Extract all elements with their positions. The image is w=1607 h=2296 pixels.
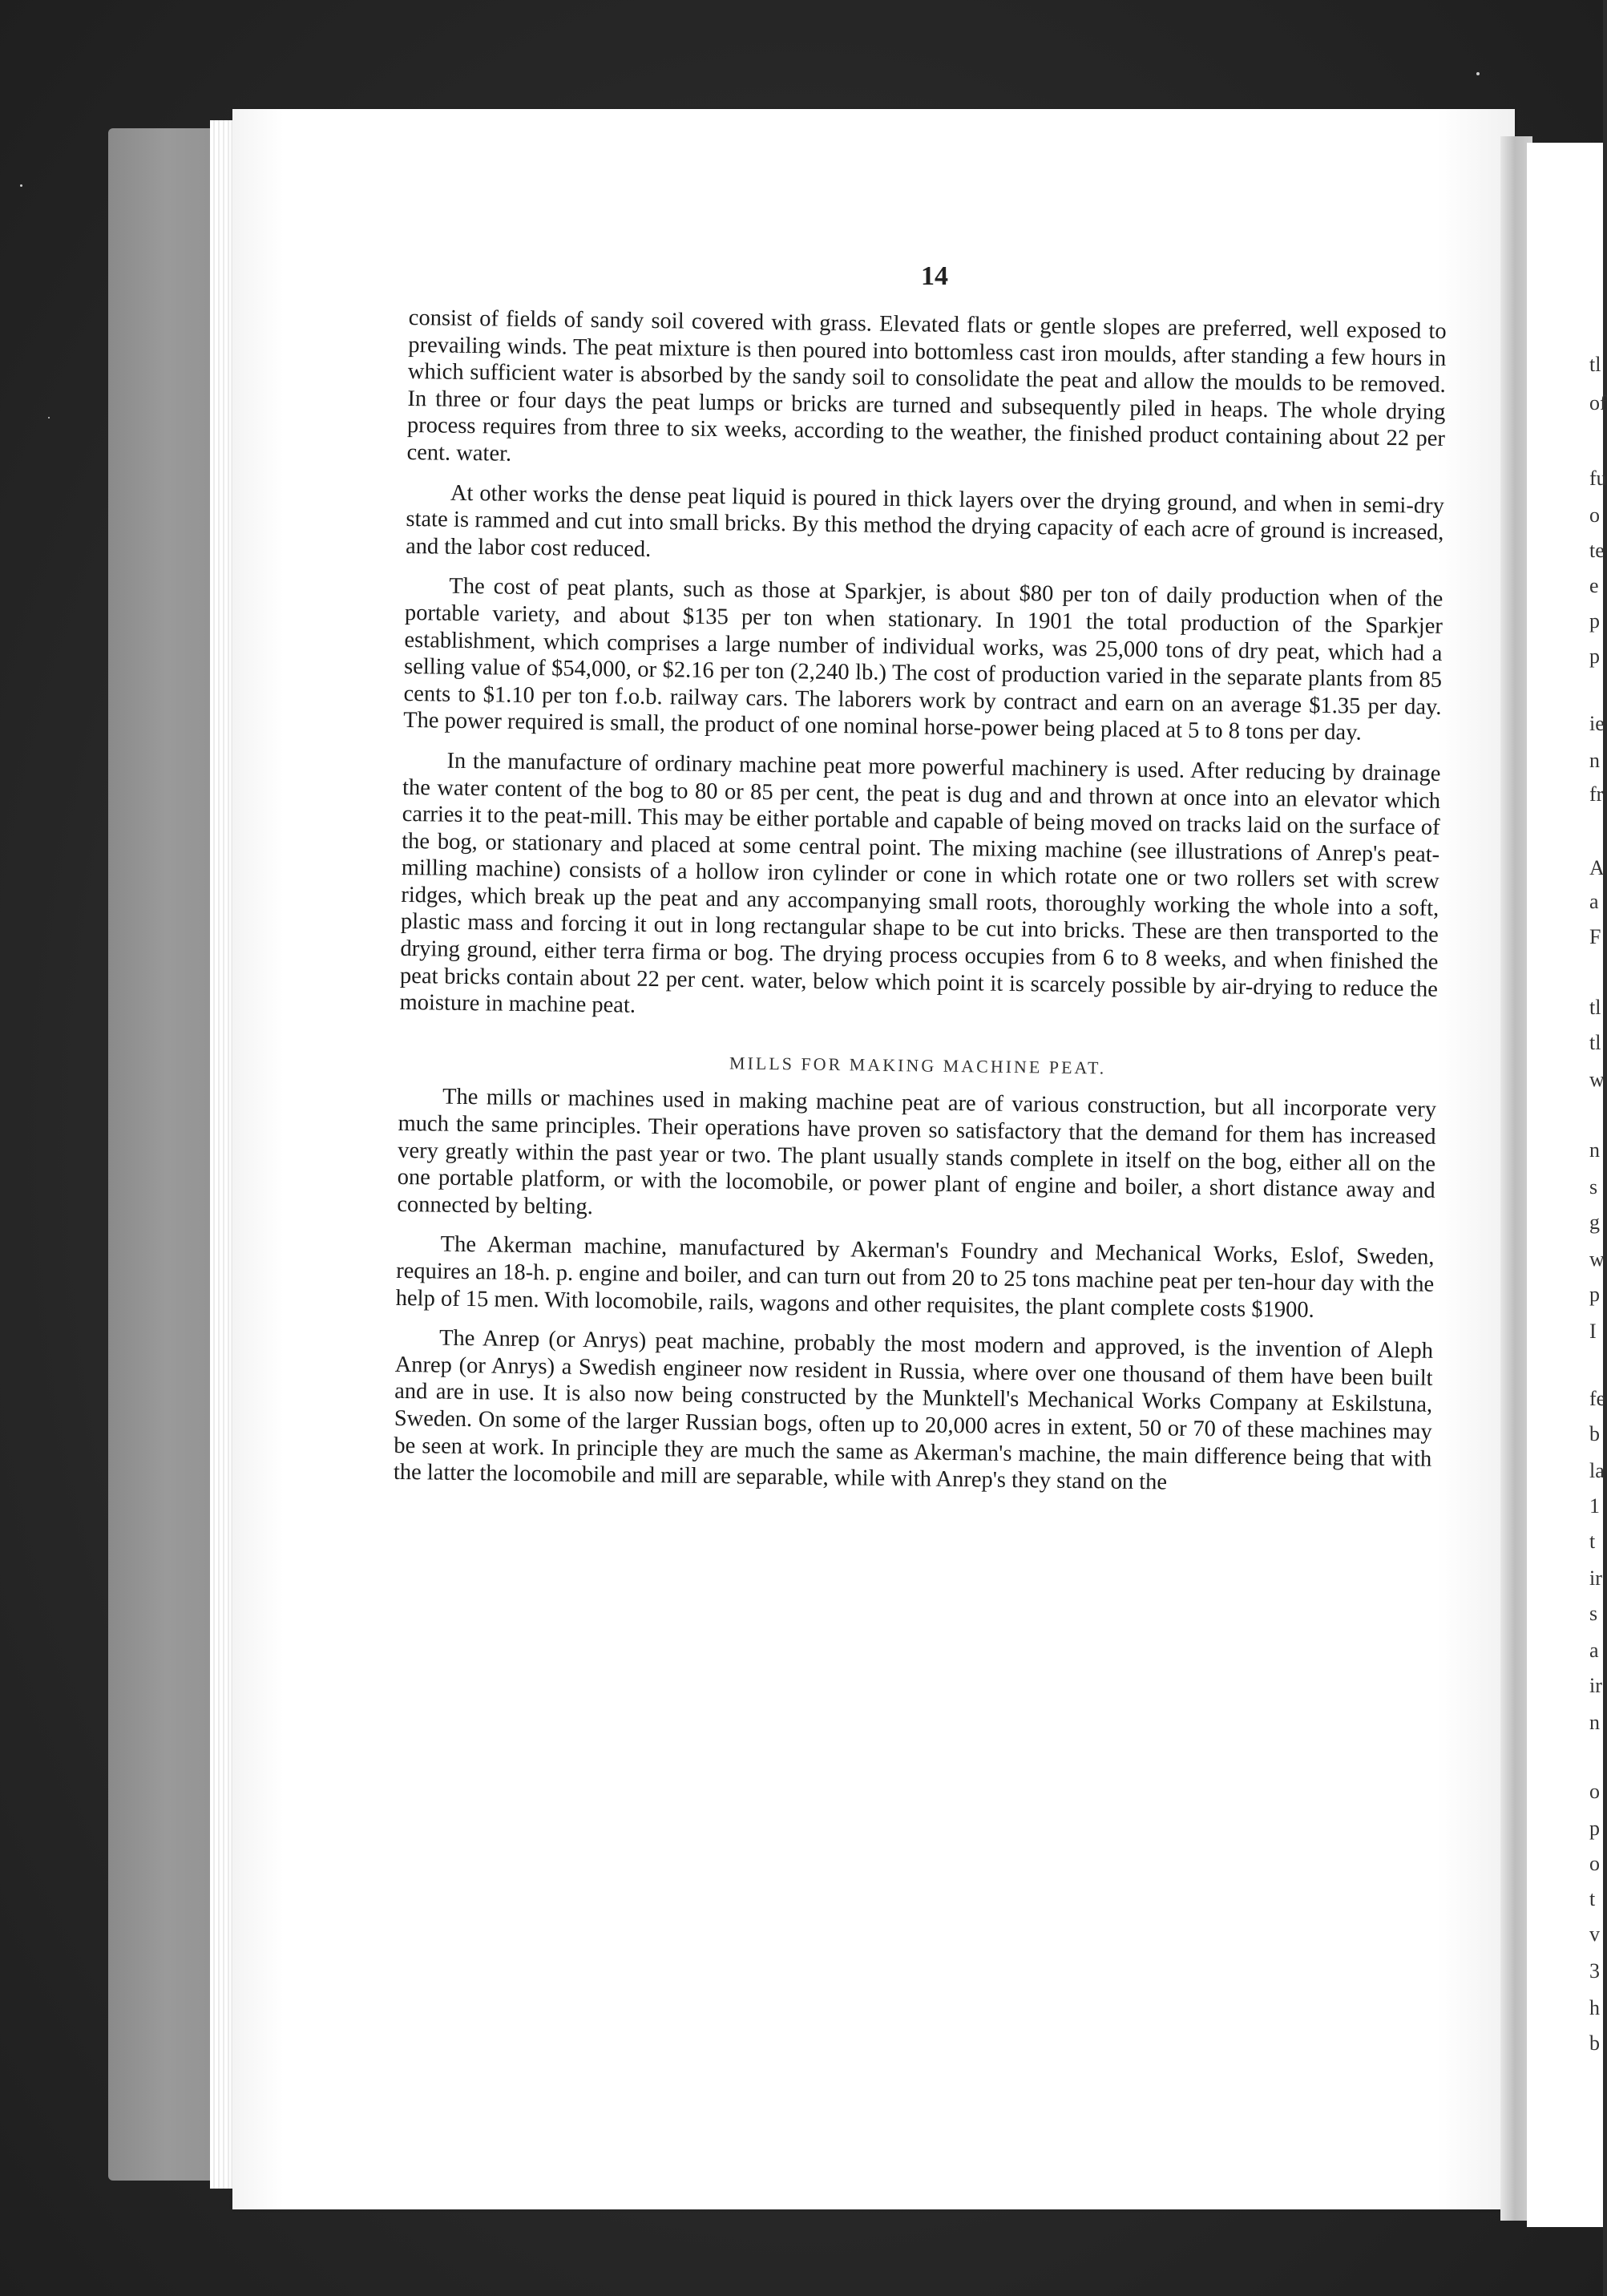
facing-page-fragment: g xyxy=(1589,1211,1600,1234)
facing-page-fragment: fu xyxy=(1589,467,1607,490)
facing-page-fragment: p xyxy=(1589,609,1600,633)
facing-page-fragment: h xyxy=(1589,1996,1600,2019)
facing-page-fragment: 1 xyxy=(1589,1494,1600,1518)
dust-speck xyxy=(20,184,22,187)
paragraph: In the manufacture of ordinary machine peat more powerful machinery is used. After reducing by drainage the water content of the bog to 80 or 85 per cent, the peat is dug and and thrown at once into an elevator which carries it to the peat-mill. This may be either portable and capable of being moved on tracks laid on the surface of the bog, or stationary and placed at some central point. The mixing machine (see illustrations of Anrep's peat-milling machine) consists of a hollow iron cylinder or cone in which rotate one or two rollers set with screw ridges, which break up the peat and any accompanying small roots, thoroughly working the whole into a soft, plastic mass and forcing it out in long rectangular shape to be cut into bricks. These are then transported to the drying ground, either terra firma or bog. The drying process occupies from 6 to 8 weeks, and when finished the peat bricks contain about 22 per cent. water, below which point it is scarcely possible by air-drying to reduce the moisture in machine peat. xyxy=(399,748,1441,1019)
facing-page-fragment: s xyxy=(1589,1602,1598,1625)
facing-page-fragment: 3 xyxy=(1589,1959,1600,1983)
paragraph: The cost of peat plants, such as those at Sparkjer, is about $80 per ton of daily production when of the portable variety, and about $135 per ton when stationary. In 1901 the total production of the Sparkjer establishment, which comprises a large number of individual works, was 25,000 tons of dry peat, which had a selling value of $54,000, or $2.16 per ton (2,240 lb.) The cost of production varied in the separate plants from 85 cents to $1.10 per ton f.o.b. railway cars. The laborers work by contract and earn on an average $1.35 per day. The power required is small, the product of one nominal horse-power being placed at 5 to 8 tons per day. xyxy=(403,574,1443,746)
facing-page-fragment: o xyxy=(1589,1852,1600,1875)
facing-page-fragment: b xyxy=(1589,1422,1600,1445)
dust-speck xyxy=(1476,72,1480,75)
facing-page-fragment: n xyxy=(1589,1138,1600,1162)
page-number: 14 xyxy=(921,261,948,291)
facing-page-fragment: of xyxy=(1589,391,1607,414)
facing-page-fragment: p xyxy=(1589,1283,1600,1306)
facing-page-fragment: tl xyxy=(1589,353,1601,376)
facing-page-fragment: la xyxy=(1589,1459,1605,1482)
facing-page-fragment: t xyxy=(1589,1887,1596,1910)
paragraph: The Akerman machine, manufactured by Akerman's Foundry and Mechanical Works, Eslof, Sweden, requires an 18-h. p. engine and boiler, and can turn out from 20 to 25 tons machine peat per ten-hour day with the help of 15 men. With locomobile, rails, wagons and other requisites, the plant complete costs $1900. xyxy=(395,1232,1435,1323)
facing-page-fragment: tl xyxy=(1589,996,1601,1019)
body-text xyxy=(394,305,1447,1500)
facing-page-fragment: a xyxy=(1589,1639,1599,1662)
facing-page-fragment: b xyxy=(1589,2031,1600,2055)
facing-page-fragment: fe xyxy=(1589,1387,1606,1410)
paragraph: The Anrep (or Anrys) peat machine, probably the most modern and approved, is the invention of Aleph Anrep (or Anrys) a Swedish engineer now resident in Russia, where over one thousand of them have been built and are in use. It is also now being constructed by the Munktell's Mechanical Works Company at Eskilstuna, Sweden. On some of the larger Russian bogs, often up to 20,000 acres in extent, 50 or 70 of these machines may be seen at work. In principle they are much the same as Akerman's machine, the main difference being that with the latter the locomobile and mill are separable, while with Anrep's they stand on the xyxy=(393,1325,1434,1495)
facing-page-fragment: A xyxy=(1589,856,1605,879)
facing-page-fragment: fr xyxy=(1589,782,1604,806)
facing-page-fragment: w xyxy=(1589,1068,1605,1091)
dust-speck xyxy=(48,417,50,418)
facing-page-fragment: ie xyxy=(1589,712,1605,735)
facing-page-fragment: F xyxy=(1589,925,1601,948)
paragraph: consist of fields of sandy soil covered with grass. Elevated flats or gentle slopes are preferred, well exposed to prevailing winds. The peat mixture is then poured into bottomless cast iron moulds, after standing a few hours in which sufficient water is absorbed by the sandy soil to consolidate the peat and allow the moulds to be removed. In three or four days the peat lumps or bricks are turned and subsequently piled in heaps. The whole drying process requires from three to six weeks, according to the weather, the finished product containing about 22 per cent. water. xyxy=(406,305,1447,467)
facing-page-fragment: n xyxy=(1589,1711,1600,1734)
facing-page-fragment: o xyxy=(1589,503,1600,527)
facing-page-fragment: ir xyxy=(1589,1674,1602,1697)
section-heading: MILLS FOR MAKING MACHINE PEAT. xyxy=(729,1053,1107,1078)
paragraph: The mills or machines used in making machine peat are of various construction, but all incorporate very much the same principles. Their operations have proven so satisfactory that the demand for them has increased very greatly within the past year or two. The plant usually stands complete in itself on the bog, either all on the one portable platform, or with the locomobile, or power plant of engine and boiler, a short distance away and connected by belting. xyxy=(397,1085,1437,1219)
facing-page-fragment: s xyxy=(1589,1175,1598,1199)
facing-page-fragment: p xyxy=(1589,645,1600,668)
facing-page-fragment: tl xyxy=(1589,1031,1601,1054)
facing-page-fragment: a xyxy=(1589,890,1599,913)
facing-page-fragment: t xyxy=(1589,1530,1596,1553)
facing-page-fragment: w xyxy=(1589,1247,1605,1271)
facing-page-fragment: e xyxy=(1589,574,1599,597)
facing-page-fragment: te xyxy=(1589,539,1605,562)
facing-page-fragment: I xyxy=(1589,1320,1597,1343)
paragraph: At other works the dense peat liquid is poured in thick layers over the drying ground, and when in semi-dry state is rammed and cut into small bricks. By this method the drying capacity of each acre of ground is increased, and the labor cost reduced. xyxy=(405,480,1445,562)
facing-page-fragment: o xyxy=(1589,1780,1600,1803)
facing-page-fragment: n xyxy=(1589,749,1600,772)
facing-page-fragment: v xyxy=(1589,1922,1600,1946)
facing-page-fragment: ir xyxy=(1589,1566,1602,1590)
facing-page-fragment: p xyxy=(1589,1817,1600,1840)
